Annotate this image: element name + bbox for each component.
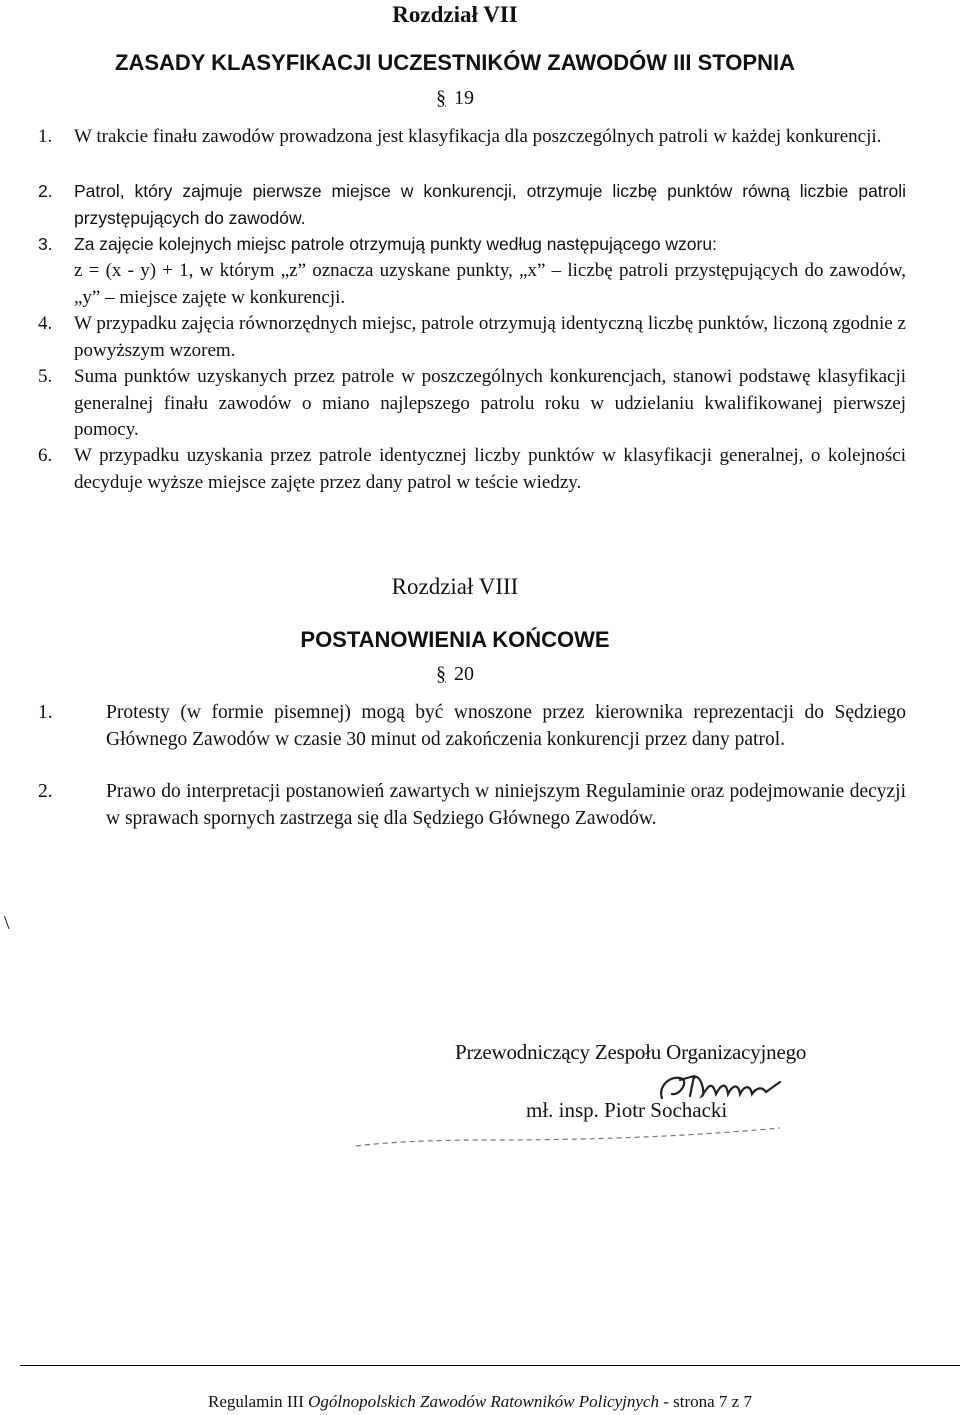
item-text: z = (x - y) + 1, w którym „z” oznacza uzyskane punkty, „x” – liczbę patroli przystępujących do zawodów, „y” – miejsce zajęte w konkurencji.: [74, 260, 906, 308]
stamp-frame-decoration: [350, 1118, 790, 1154]
list-item: [38, 231, 906, 258]
footer-suffix: - strona 7 z 7: [663, 1392, 752, 1411]
signature-name: mł. insp. Piotr Sochacki: [526, 1098, 728, 1122]
section-num: 19: [454, 87, 474, 109]
list-item: [38, 443, 906, 496]
item-number: 3.: [38, 234, 53, 254]
footer-italic: Ogólnopolskich Zawodów Ratowników Policyjnych: [308, 1392, 659, 1411]
item-text: Suma punktów uzyskanych przez patrole w poszczególnych konkurencjach, stanowi podstawę klasyfikacji generalnej finału zawodów o miano najlepszego patrolu roku w udzielaniu kwalifikowanej pierwszej pomocy.: [74, 366, 906, 440]
chapter-heading: ZASADY KLASYFIKACJI UCZESTNIKÓW ZAWODÓW III STOPNIA: [115, 50, 795, 75]
item-number: 1.: [38, 702, 53, 723]
list-item: [38, 311, 906, 364]
stray-mark: \: [4, 912, 10, 934]
section-number: [0, 87, 910, 110]
item-text: W przypadku uzyskania przez patrole identycznej liczby punktów w klasyfikacji generalnej, o kolejności decyduje wyższe miejsce zajęte przez dany patrol w teście wiedzy.: [74, 445, 906, 493]
item-text: W przypadku zajęcia równorzędnych miejsc, patrole otrzymują identyczną liczbę punktów, liczoną zgodnie z powyższym wzorem.: [74, 313, 906, 361]
list-item: [38, 124, 906, 151]
item-text: Patrol, który zajmuje pierwsze miejsce w konkurencji, otrzymuje liczbę punktów równą liczbie patroli przystępujących do zawodów.: [74, 181, 906, 228]
item-text: Prawo do interpretacji postanowień zawartych w niniejszym Regulaminie oraz podejmowanie decyzji w sprawach spornych zastrzega się dla Sędziego Głównego Zawodów.: [106, 781, 906, 829]
item-text: Za zajęcie kolejnych miejsc patrole otrzymują punkty według następującego wzoru:: [74, 234, 717, 254]
list-item: [38, 364, 906, 444]
item-number: 4.: [38, 313, 53, 334]
item-text: Protesty (w formie pisemnej) mogą być wnoszone przez kierownika reprezentacji do Sędziego Głównego Zawodów w czasie 30 minut od zakończenia konkurencji przez dany patrol.: [106, 702, 906, 750]
item-number: 2.: [38, 181, 53, 201]
list-item: [38, 779, 906, 832]
section-num: 20: [454, 663, 474, 685]
page-footer: [0, 1392, 960, 1412]
section-number: [0, 663, 910, 686]
item-text: W trakcie finału zawodów prowadzona jest klasyfikacja dla poszczególnych patroli w każdej konkurencji.: [74, 126, 882, 147]
footer-prefix: Regulamin III: [208, 1392, 304, 1411]
item-number: 2.: [38, 781, 53, 802]
section-sign: §: [436, 87, 446, 109]
item-number: 6.: [38, 445, 53, 466]
formula-text: [38, 258, 906, 311]
chapter-title: Rozdział VIII: [391, 574, 519, 599]
item-number: 5.: [38, 366, 53, 387]
signature-title: Przewodniczący Zespołu Organizacyjnego: [455, 1040, 807, 1064]
item-number: 1.: [38, 126, 53, 147]
chapter-title: Rozdział VII: [392, 2, 518, 27]
list-item: [38, 178, 906, 231]
footer-divider: [20, 1365, 960, 1366]
section-sign: §: [436, 663, 446, 685]
list-item: [38, 700, 906, 753]
chapter-heading: POSTANOWIENIA KOŃCOWE: [300, 627, 610, 652]
